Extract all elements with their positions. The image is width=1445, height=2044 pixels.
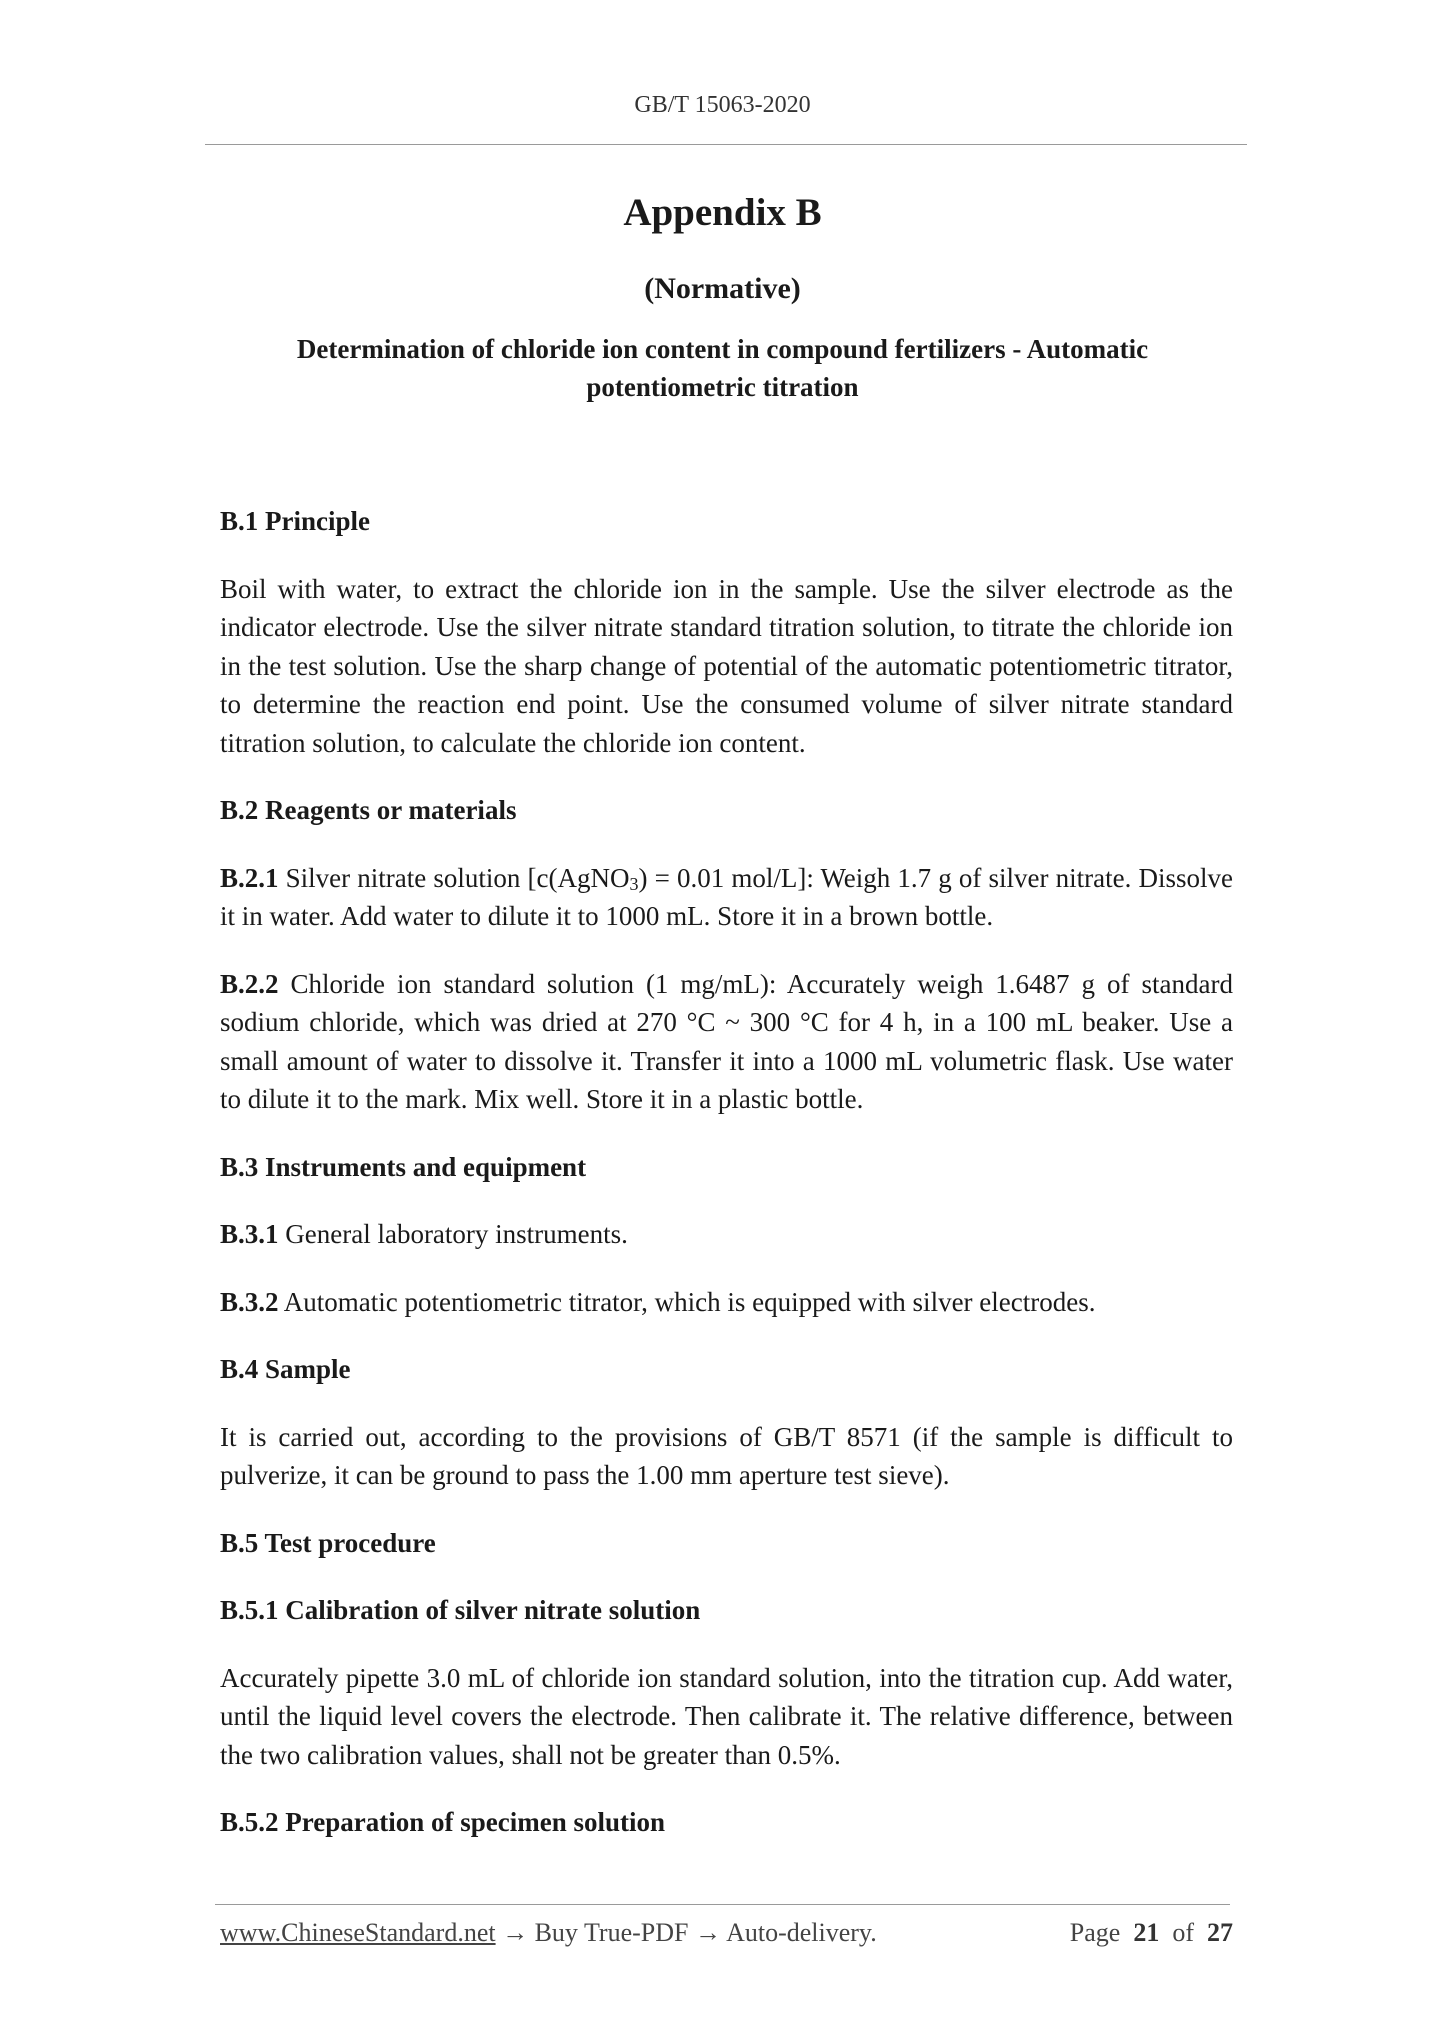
paragraph-b4: It is carried out, according to the provisions of GB/T 8571 (if the sample is difficult to pulverize, it can be ground to pass the 1.00 mm aperture test sieve). xyxy=(220,1421,1233,1490)
total-pages: 27 xyxy=(1207,1918,1233,1947)
section-heading-b4: B.4 Sample xyxy=(220,1354,351,1384)
section-heading-b51: B.5.1 Calibration of silver nitrate solution xyxy=(220,1595,701,1625)
clause-text: ) = 0.01 mol/L]: Weigh 1.7 g of silver nitrate. Dissolve it in water. Add water to dilute it to 1000 mL. Store it in a brown bottle. xyxy=(220,862,1234,931)
document-header: GB/T 15063-2020 xyxy=(634,92,811,118)
section-heading-b3: B.3 Instruments and equipment xyxy=(220,1151,587,1182)
paragraph-b22 xyxy=(220,965,1233,1119)
clause-text: Automatic potentiometric titrator, which is equipped with silver electrodes. xyxy=(278,1286,1096,1317)
page-of-label: of xyxy=(1172,1918,1194,1947)
section-heading-b1: B.1 Principle xyxy=(220,506,370,536)
subscript: 3 xyxy=(629,873,639,894)
normative-label: (Normative) xyxy=(644,272,801,305)
clause-number: B.3.1 xyxy=(220,1219,279,1249)
section-heading-b52: B.5.2 Preparation of specimen solution xyxy=(220,1807,665,1837)
page-footer xyxy=(220,1918,1233,1948)
website-link[interactable]: www.ChineseStandard.net xyxy=(220,1918,496,1947)
clause-text: Chloride ion standard solution (1 mg/mL): Accurately weigh 1.6487 g of standard sodium chloride, which was dried at 270 °C ~ 300 °C for 4 h, in a 100 mL beaker. Use a small amount of water to dissolve it. Transfer it into a 1000 mL volumetric flask. Use water to dilute it to the mark. Mix well. Store it in a plastic bottle. xyxy=(220,968,1233,1114)
page-label: Page xyxy=(1069,1918,1121,1947)
auto-delivery-text: Auto-delivery. xyxy=(726,1918,877,1947)
clause-number: B.2.2 xyxy=(220,968,279,999)
section-heading-b5: B.5 Test procedure xyxy=(220,1527,436,1558)
document-title: Determination of chloride ion content in compound fertilizers - Automatic potentiometric titration xyxy=(296,334,1149,402)
paragraph-b31 xyxy=(220,1215,1233,1254)
clause-number: B.2.1 xyxy=(220,862,279,893)
paragraph-b32 xyxy=(220,1283,1233,1322)
document-body xyxy=(220,502,1233,1871)
arrow-right-icon: → xyxy=(688,1918,727,1947)
clause-text: Silver nitrate solution [c(AgNO xyxy=(278,862,630,893)
clause-text: General laboratory instruments. xyxy=(278,1219,628,1249)
footer-divider xyxy=(215,1904,1230,1905)
buy-pdf-text: Buy True-PDF xyxy=(534,1918,689,1947)
paragraph-b51: Accurately pipette 3.0 mL of chloride ion standard solution, into the titration cup. Add water, until the liquid level covers the electrode. Then calibrate it. The relative difference, between the two calibration values, shall not be greater than 0.5%. xyxy=(220,1662,1233,1770)
page-indicator xyxy=(1070,1918,1233,1948)
section-heading-b2: B.2 Reagents or materials xyxy=(220,795,517,825)
header-divider xyxy=(205,144,1247,145)
current-page: 21 xyxy=(1133,1918,1160,1947)
paragraph-b21 xyxy=(220,859,1233,936)
clause-number: B.3.2 xyxy=(220,1286,279,1317)
paragraph-b1: Boil with water, to extract the chloride ion in the sample. Use the silver electrode as the indicator electrode. Use the silver nitrate standard titration solution, to titrate the chloride ion in the test solution. Use the sharp change of potential of the automatic potentiometric titrator, to determine the reaction end point. Use the consumed volume of silver nitrate standard titration solution, to calculate the chloride ion content. xyxy=(220,573,1233,758)
appendix-title: Appendix B xyxy=(623,191,822,234)
arrow-right-icon: → xyxy=(495,1918,535,1947)
